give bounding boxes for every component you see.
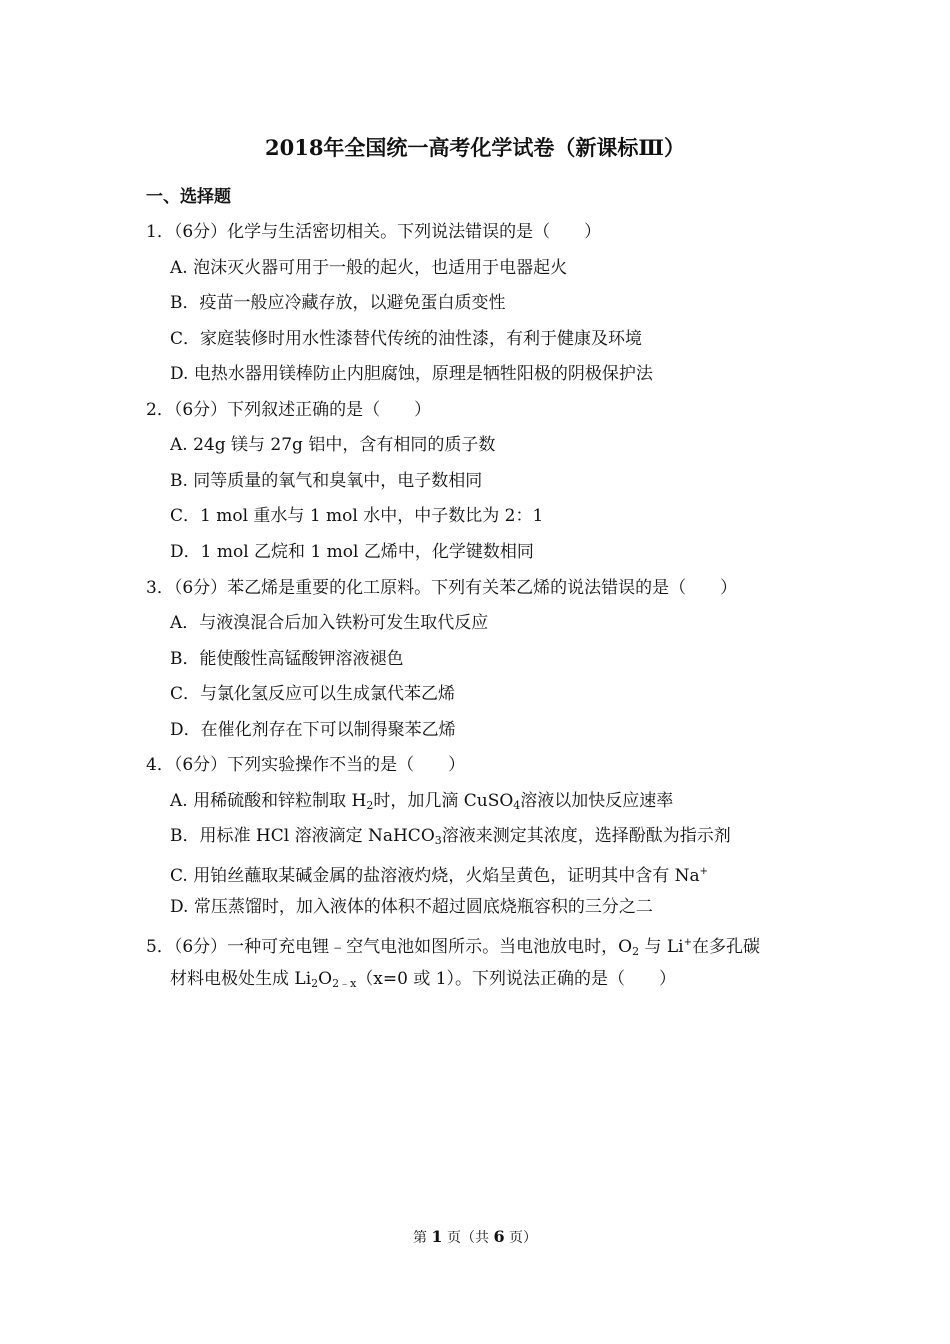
page-total: 6 bbox=[493, 1227, 505, 1246]
question-1-stem: 1．（6分）化学与生活密切相关。下列说法错误的是（ ） bbox=[146, 222, 602, 242]
question-4-option-b: B．用标准 HCl 溶液滴定 NaHCO$_3$溶液来测定其浓度，选择酚酞为指示剂 bbox=[170, 826, 731, 847]
question-2-option-c: C．1 mol 重水与 1 mol 水中，中子数比为 2：1 bbox=[170, 506, 544, 526]
question-3-stem: 3．（6分）苯乙烯是重要的化工原料。下列有关苯乙烯的说法错误的是（ ） bbox=[146, 578, 738, 598]
question-3-option-a: A．与液溴混合后加入铁粉可发生取代反应 bbox=[170, 613, 489, 633]
section-heading: 一、选择题 bbox=[146, 187, 231, 207]
page-footer: 第 1 页（共 6 页） bbox=[412, 1227, 538, 1246]
question-2-stem: 2．（6分）下列叙述正确的是（ ） bbox=[146, 400, 432, 420]
question-3-option-b: B．能使酸性高锰酸钾溶液褪色 bbox=[170, 649, 404, 669]
question-2-option-b: B. 同等质量的氧气和臭氧中，电子数相同 bbox=[170, 471, 483, 491]
question-1-option-b: B．疫苗一般应冷藏存放，以避免蛋白质变性 bbox=[170, 293, 506, 313]
question-5-stem-line-2: 材料电极处生成 $Li_2O_{2﹣x}(x=0$ 或 1）。下列说法正确的是（ ） bbox=[170, 969, 677, 990]
question-4-option-c: C. 用铂丝蘸取某碱金属的盐溶液灼烧，火焰呈黄色，证明其中含有 Na+ bbox=[170, 866, 709, 886]
question-1-option-d: D. 电热水器用镁棒防止内胆腐蚀，原理是牺牲阳极的阴极保护法 bbox=[170, 364, 653, 384]
question-1-option-a: A. 泡沫灭火器可用于一般的起火，也适用于电器起火 bbox=[170, 258, 568, 278]
question-5-stem-line-1: 5．（6分）一种可充电锂﹣空气电池如图所示。当电池放电时，$O_2$ 与 Li+在多孔碳 bbox=[146, 937, 761, 958]
question-2-option-d: D．1 mol 乙烷和 1 mol 乙烯中，化学键数相同 bbox=[170, 542, 534, 562]
question-3-option-c: C．与氯化氢反应可以生成氯代苯乙烯 bbox=[170, 684, 456, 704]
page-number: 1 bbox=[431, 1227, 443, 1246]
question-1-option-c: C．家庭装修时用水性漆替代传统的油性漆，有利于健康及环境 bbox=[170, 329, 643, 349]
question-4-stem: 4．（6分）下列实验操作不当的是（ ） bbox=[146, 755, 466, 775]
question-2-option-a: A. 24g 镁与 27g 铝中，含有相同的质子数 bbox=[170, 435, 496, 455]
exam-title: 2018年全国统一高考化学试卷（新课标Ⅲ） bbox=[264, 135, 686, 160]
question-4-option-d: D. 常压蒸馏时，加入液体的体积不超过圆底烧瓶容积的三分之二 bbox=[170, 897, 653, 917]
question-3-option-d: D．在催化剂存在下可以制得聚苯乙烯 bbox=[170, 720, 456, 740]
question-4-option-a: A. 用稀硫酸和锌粒制取 $H_2$时，加几滴 CuSO$_4$溶液以加快反应速率 bbox=[170, 791, 674, 812]
